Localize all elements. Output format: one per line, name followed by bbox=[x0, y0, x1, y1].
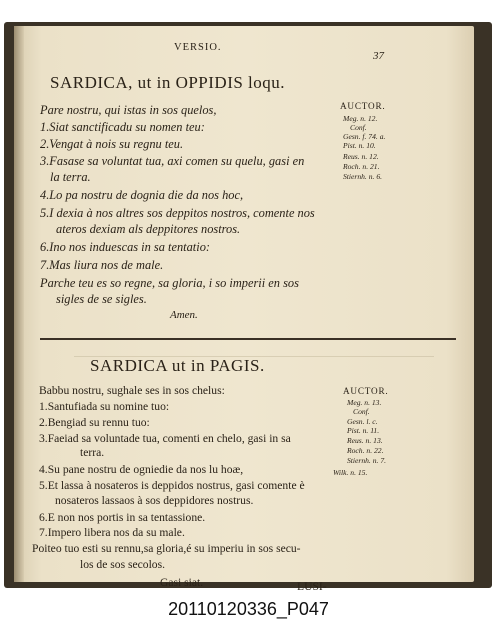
auctor-ref: Conf. bbox=[353, 407, 370, 416]
text-line: 5.Et lassa à nosateros is deppidos nostrus, gasi comente è bbox=[39, 479, 305, 492]
section-divider bbox=[40, 338, 456, 340]
text-line: Parche teu es so regne, sa gloria, i so imperii en sos bbox=[40, 276, 299, 290]
page-number: 37 bbox=[373, 50, 384, 62]
text-line: 5.I dexia à nos altres sos deppitos nostros, comente nos bbox=[40, 206, 315, 220]
auctor-ref: Stiernh. n. 7. bbox=[347, 456, 387, 465]
text-line: 1.Santufiada su nomine tuo: bbox=[39, 400, 170, 413]
auctor-ref: Stiernh. n. 6. bbox=[343, 172, 383, 181]
text-line: 4.Su pane nostru de ogniedie da nos lu hoæ, bbox=[39, 463, 244, 476]
auctor-heading: AUCTOR. bbox=[340, 101, 386, 111]
text-line: Pare nostru, qui istas in sos quelos, bbox=[40, 103, 217, 117]
page-gutter bbox=[14, 26, 24, 582]
running-head: VERSIO. bbox=[174, 42, 222, 53]
auctor-ref: Roch. n. 22. bbox=[347, 446, 384, 455]
auctor-ref: Reus. n. 13. bbox=[347, 436, 383, 445]
text-line: 6.E non nos portis in sa tentassione. bbox=[39, 511, 206, 524]
amen: Amen. bbox=[170, 309, 198, 321]
text-line: 2.Vengat à nois su regnu teu. bbox=[40, 137, 184, 151]
text-line: terra. bbox=[80, 446, 105, 459]
auctor-ref: Gesn. l. c. bbox=[347, 417, 378, 426]
text-line: los de sos secolos. bbox=[80, 558, 166, 571]
text-line: Poiteo tuo esti su rennu,sa gloria,é su imperiu in sos secu- bbox=[32, 542, 301, 555]
text-line: Babbu nostru, sughale ses in sos chelus: bbox=[39, 384, 225, 397]
auctor-ref: Meg. n. 13. bbox=[347, 398, 382, 407]
text-line: nosateros lassaos à sos deppidores nostrus. bbox=[55, 494, 254, 507]
section-title-pagis: SARDICA ut in PAGIS. bbox=[90, 356, 265, 375]
text-line: 4.Lo pa nostru de dognia die da nos hoc, bbox=[40, 188, 244, 202]
auctor-ref: Gesn. f. 74. a. bbox=[343, 132, 386, 141]
auctor-ref: Wilk. n. 15. bbox=[333, 468, 368, 477]
text-line: 2.Bengiad su rennu tuo: bbox=[39, 416, 150, 429]
closing-line: Gasi siat. bbox=[160, 576, 204, 589]
auctor-ref: Conf. bbox=[350, 123, 367, 132]
auctor-ref: Reus. n. 12. bbox=[343, 152, 379, 161]
text-line: 3.Faeiad sa voluntade tua, comenti en chelo, gasi in sa bbox=[39, 432, 291, 445]
auctor-heading: AUCTOR. bbox=[343, 386, 389, 396]
image-caption: 20110120336_P047 bbox=[168, 599, 329, 619]
auctor-ref: Meg. n. 12. bbox=[343, 114, 378, 123]
auctor-ref: Pist. n. 10. bbox=[343, 141, 376, 150]
book-page bbox=[14, 26, 474, 593]
text-line: ateros dexiam als deppitores nostros. bbox=[56, 222, 241, 236]
text-line: 7.Mas liura nos de male. bbox=[40, 258, 164, 272]
auctor-ref: Roch. n. 21. bbox=[343, 162, 380, 171]
text-line: 3.Fasase sa voluntat tua, axi comen su quelu, gasi en bbox=[40, 154, 305, 168]
text-line: la terra. bbox=[50, 170, 91, 184]
text-line: 7.Impero libera nos da su male. bbox=[39, 526, 185, 539]
text-line: 6.Ino nos induescas in sa tentatio: bbox=[40, 240, 211, 254]
catchword: LUSI- bbox=[297, 580, 327, 593]
auctor-ref: Pist. n. 11. bbox=[347, 426, 380, 435]
text-line: 1.Siat sanctificadu su nomen teu: bbox=[40, 120, 205, 134]
text-line: sigles de se sigles. bbox=[56, 292, 147, 306]
section-title-oppidis: SARDICA, ut in OPPIDIS loqu. bbox=[50, 73, 286, 92]
